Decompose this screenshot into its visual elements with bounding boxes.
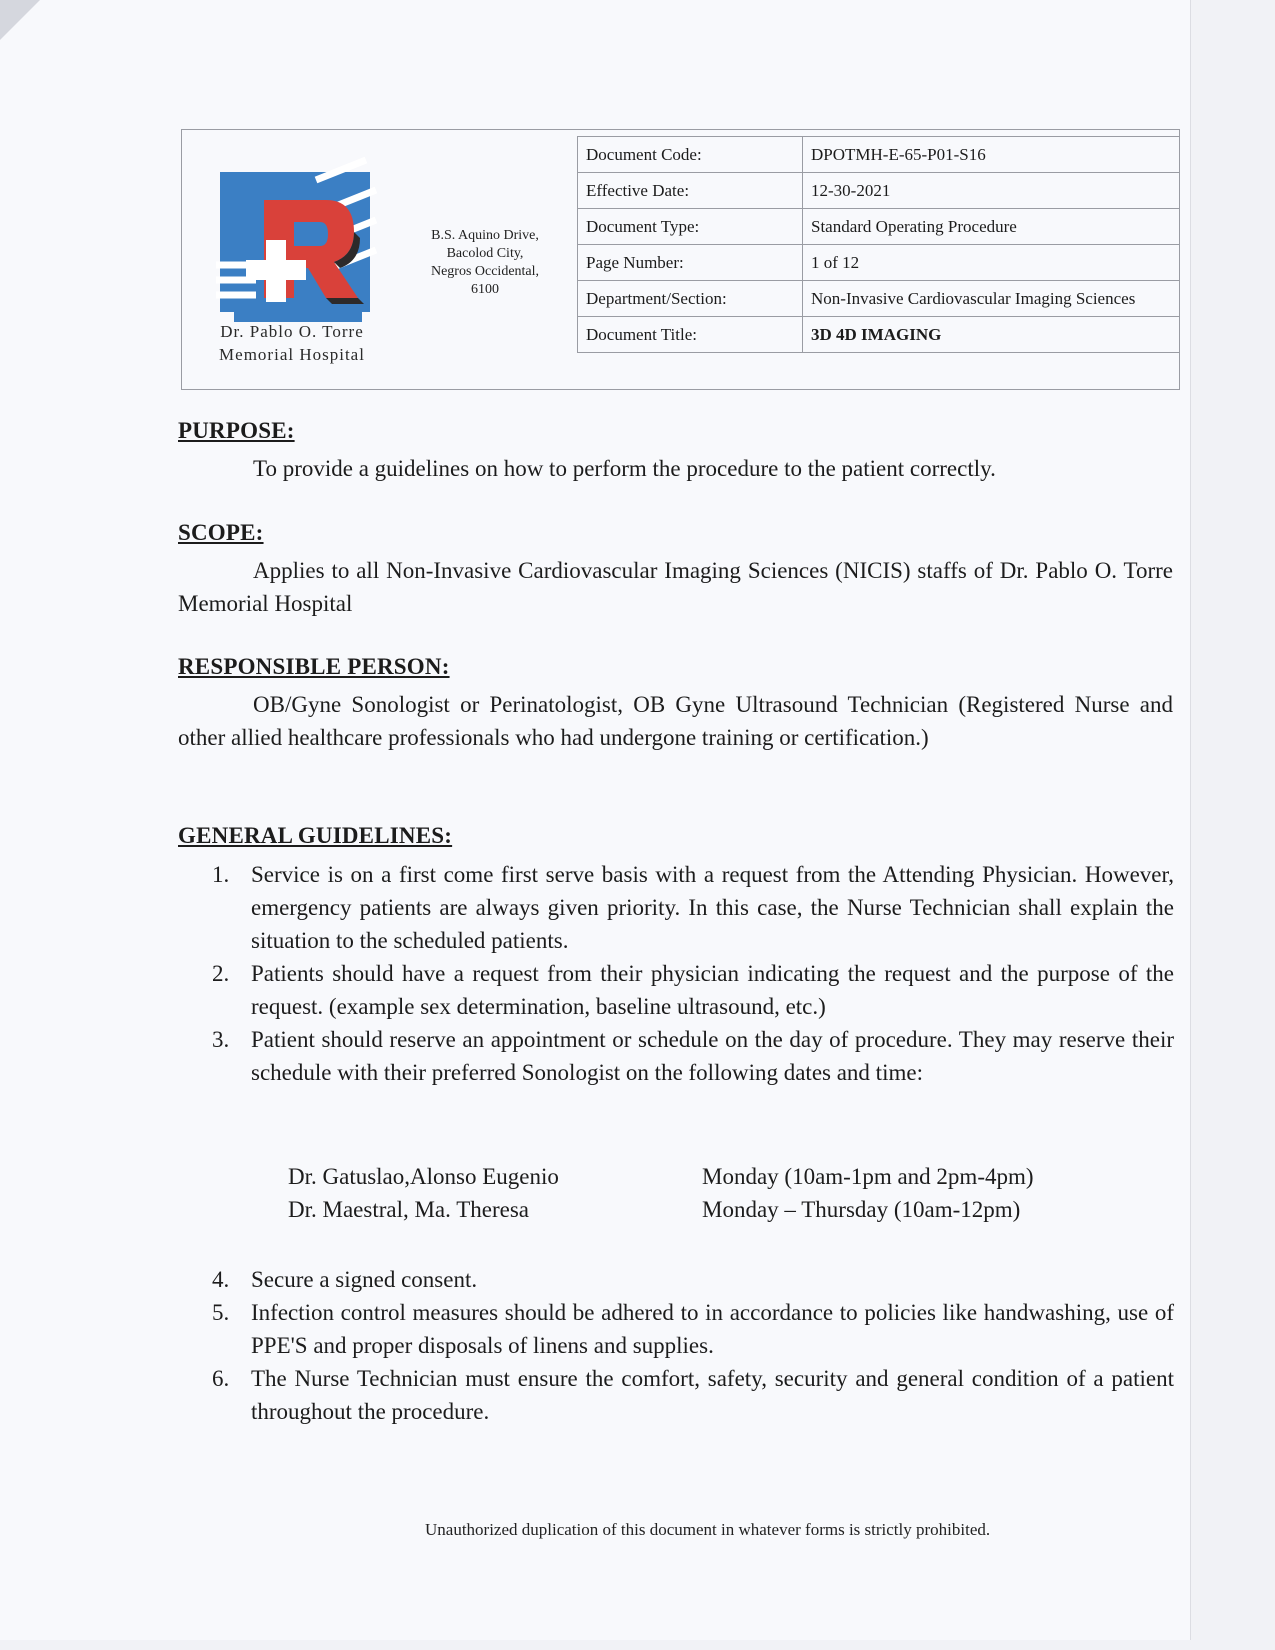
list-item — [212, 957, 1174, 1023]
purpose-text: To provide a guidelines on how to perform the procedure to the patient correctly. — [253, 456, 996, 481]
hospital-logo-icon — [216, 170, 376, 325]
footer-notice: Unauthorized duplication of this document in whatever forms is strictly prohibited. — [425, 1520, 991, 1539]
general-guidelines-heading: GENERAL GUIDELINES: — [178, 823, 453, 848]
hospital-name-line-1: Dr. Pablo O. Torre — [220, 322, 364, 341]
table-row — [578, 317, 1180, 353]
hospital-address — [410, 227, 560, 299]
field-value-effective-date: 12-30-2021 — [803, 173, 1180, 209]
hospital-name — [182, 320, 402, 366]
guidelines-list-part-1 — [212, 858, 1174, 1089]
schedule-time: Monday (10am-1pm and 2pm-4pm) — [702, 1164, 1034, 1189]
responsible-person-text: OB/Gyne Sonologist or Perinatologist, OB Gyne Ultrasound Technician (Registered Nurse and other allied healthcare professionals who had undergone training or certification.) — [178, 692, 1173, 750]
field-value-page-number: 1 of 12 — [803, 245, 1180, 281]
hospital-logo-block — [182, 130, 577, 389]
hospital-name-line-2: Memorial Hospital — [219, 345, 365, 364]
list-item-text: Patient should reserve an appointment or schedule on the day of procedure. They may reserve their schedule with their preferred Sonologist on the following dates and time: — [251, 1027, 1174, 1085]
field-label-effective-date: Effective Date: — [578, 173, 803, 209]
list-item-text: Service is on a first come first serve basis with a request from the Attending Physician. However, emergency patients are always given priority. In this case, the Nurse Technician shall explain the situation to the scheduled patients. — [251, 862, 1174, 953]
list-item-text: Infection control measures should be adhered to in accordance to policies like handwashing, use of PPE'S and proper disposals of linens and supplies. — [251, 1300, 1174, 1358]
list-item-number: 2. — [212, 961, 230, 986]
table-row — [578, 245, 1180, 281]
field-label-document-title: Document Title: — [578, 317, 803, 353]
list-item-number: 5. — [212, 1300, 230, 1325]
list-item-text: Secure a signed consent. — [251, 1267, 478, 1292]
document-header — [181, 129, 1180, 390]
sonologist-schedule — [288, 1160, 1128, 1226]
schedule-row — [288, 1193, 1128, 1226]
field-value-document-type: Standard Operating Procedure — [803, 209, 1180, 245]
list-item-number: 1. — [212, 862, 230, 887]
field-value-document-title: 3D 4D IMAGING — [803, 317, 1180, 353]
list-item-text: Patients should have a request from their physician indicating the request and the purpose of the request. (example sex determination, baseline ultrasound, etc.) — [251, 961, 1174, 1019]
responsible-person-heading: RESPONSIBLE PERSON: — [178, 654, 450, 679]
address-line: Bacolod City, — [446, 246, 524, 261]
guidelines-list-part-2 — [212, 1263, 1174, 1428]
address-line: 6100 — [471, 282, 499, 297]
table-row — [578, 281, 1180, 317]
field-label-document-code: Document Code: — [578, 137, 803, 173]
field-value-department: Non-Invasive Cardiovascular Imaging Sciences — [803, 281, 1180, 317]
address-line: B.S. Aquino Drive, — [431, 228, 539, 243]
field-label-page-number: Page Number: — [578, 245, 803, 281]
schedule-time: Monday – Thursday (10am-12pm) — [702, 1197, 1021, 1222]
list-item — [212, 858, 1174, 957]
schedule-doctor: Dr. Gatuslao,Alonso Eugenio — [288, 1164, 559, 1189]
table-row — [578, 137, 1180, 173]
purpose-heading: PURPOSE: — [178, 418, 295, 443]
list-item-number: 4. — [212, 1267, 230, 1292]
list-item — [212, 1023, 1174, 1089]
list-item — [212, 1263, 1174, 1296]
scope-heading: SCOPE: — [178, 520, 264, 545]
field-value-document-code: DPOTMH-E-65-P01-S16 — [803, 137, 1180, 173]
table-row — [578, 173, 1180, 209]
scope-text: Applies to all Non-Invasive Cardiovascular Imaging Sciences (NICIS) staffs of Dr. Pablo O. Torre Memorial Hospital — [178, 558, 1173, 616]
schedule-doctor: Dr. Maestral, Ma. Theresa — [288, 1197, 529, 1222]
list-item — [212, 1296, 1174, 1362]
address-line: Negros Occidental, — [430, 264, 540, 279]
schedule-row — [288, 1160, 1128, 1193]
list-item-number: 3. — [212, 1027, 230, 1052]
list-item — [212, 1362, 1174, 1428]
document-info-table — [577, 136, 1180, 353]
folded-corner — [0, 0, 40, 40]
list-item-text: The Nurse Technician must ensure the comfort, safety, security and general condition of a patient throughout the procedure. — [251, 1366, 1174, 1424]
field-label-department: Department/Section: — [578, 281, 803, 317]
table-row — [578, 209, 1180, 245]
field-label-document-type: Document Type: — [578, 209, 803, 245]
list-item-number: 6. — [212, 1366, 230, 1391]
